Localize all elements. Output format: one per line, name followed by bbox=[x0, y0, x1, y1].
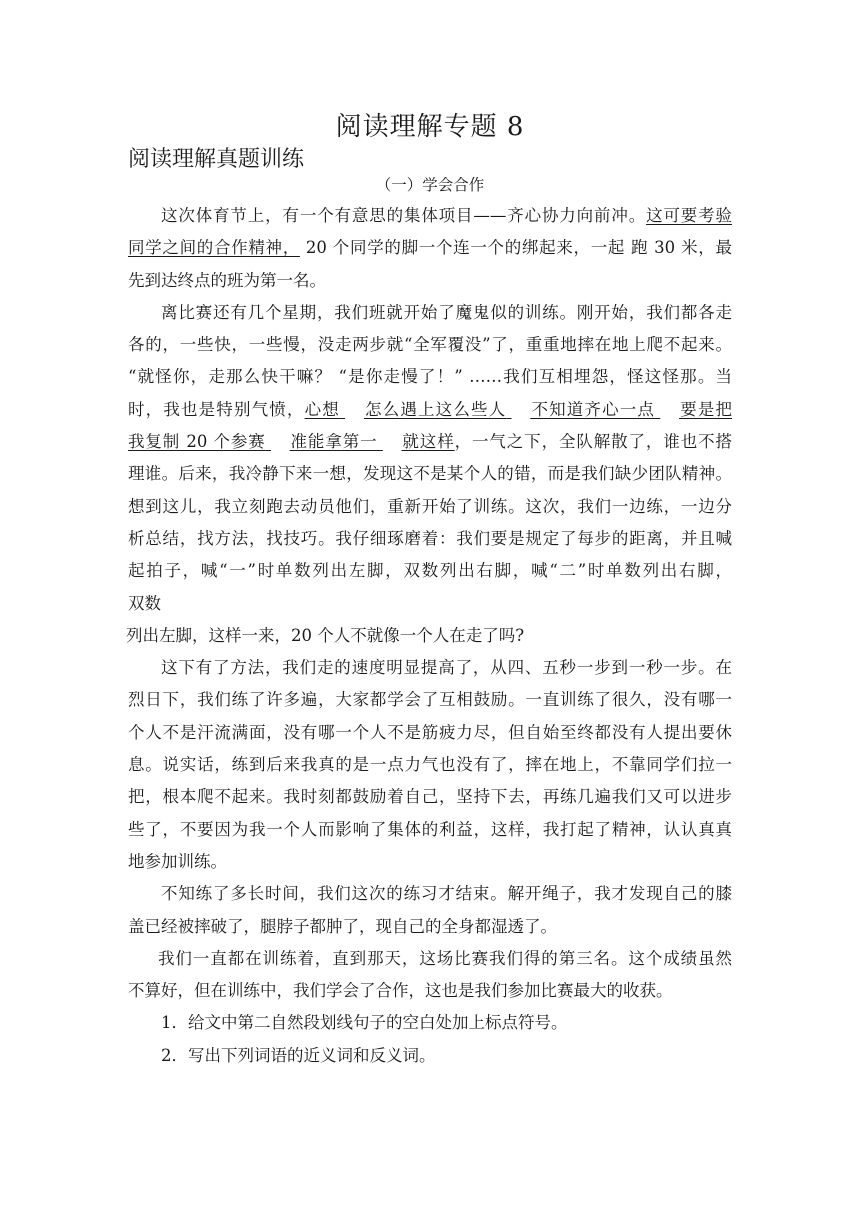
question-1: 1．给文中第二自然段划线句子的空白处加上标点符号。 bbox=[161, 1013, 568, 1033]
underlined-text: 怎么遇上这么些人 bbox=[363, 399, 507, 419]
passage-title: （一）学会合作 bbox=[375, 176, 485, 194]
passage-body bbox=[128, 200, 732, 1072]
underlined-text: 我复制 20 个参赛 bbox=[128, 432, 266, 452]
paragraph-1: 这次体育节上，有一个有意思的集体项目——齐心协力向前冲。这可要考验 同学之间的合作精神， 20 个同学的脚一个连一个的绑起来，一起 跑 30 米，最 先到达终点的班为第一名。 bbox=[128, 206, 733, 290]
underlined-text: 准能拿第一 bbox=[289, 432, 378, 452]
page-title: 阅读理解专题 8 bbox=[335, 112, 525, 142]
question-2: 2．写出下列词语的近义词和反义词。 bbox=[161, 1045, 436, 1065]
section-heading: 阅读理解真题训练 bbox=[128, 147, 305, 172]
paragraph-4: 不知练了多长时间，我们这次的练习才结束。解开绳子，我才发现自己的膝 盖已经被摔破了，腿脖子都肿了，现自己的全身都湿透了。 bbox=[128, 884, 732, 936]
blank-gap bbox=[655, 394, 679, 426]
paragraph-2: 离比赛还有几个星期，我们班就开始了魔鬼似的训练。刚开始，我们都各走 各的，一些快，一些慢，没走两步就“全军覆没”了，重重地摔在地上爬不起来。 “就怪你，走那么快干嘛？ “是你走慢了！” ……我们互相埋怨，怪这怪那。当 时，我也是特别气愤，心想 怎么遇上这么些人 不知道齐心一点 要是把 我复制 20 个参赛 准能拿第一 就这样，一气之下，全队解散了，谁也不搭 理谁。后来，我冷静下来一想，发现这不是某个人的错，而是我们缺少团队精神。 想到这儿，我立刻跑去动员他们，重新开始了训练。这次，我们一边练，一边分 析总结，找方法，找技巧。我仔细琢磨着：我们要是规定了每步的距离，并且喊 起拍子，喊“一”时单数列出左脚，双数列出右脚，喊“二”时单数列出右脚， 双数 列出左脚，这样一来，20 个人不就像一个人在走了吗? bbox=[126, 302, 733, 645]
paragraph-5: 我们一直都在训练着，直到那天，这场比赛我们得的第三名。这个成绩虽然 不算好，但在训练中，我们学会了合作，这也是我们参加比赛最大的收获。 bbox=[128, 948, 732, 1001]
underlined-text: 心想 bbox=[304, 399, 340, 419]
blank-gap bbox=[378, 426, 402, 458]
blank-gap bbox=[506, 394, 530, 426]
blank-gap bbox=[266, 426, 290, 458]
underlined-text: 就这样 bbox=[401, 432, 455, 452]
underlined-text: 不知道齐心一点 bbox=[530, 399, 656, 419]
paragraph-3: 这下有了方法，我们走的速度明显提高了，从四、五秒一步到一秒一步。在 烈日下，我们练了许多遍，大家都学会了互相鼓励。一直训练了很久，没有哪一 个人不是汗流满面，没有哪一个人不是筋疲力尽，但自始至终都没有人提出要休 息。说实话，练到后来我真的是一点力气也没有了，摔在地上，不靠同学们拉一 把，根本爬不起来。我时刻都鼓励着自己，坚持下去，再练几遍我们又可以进步 些了，不要因为我一个人而影响了集体的利益，这样，我打起了精神，认认真真 地参加训练。 bbox=[128, 658, 732, 871]
underlined-text: 要是把 bbox=[679, 399, 732, 419]
blank-gap bbox=[340, 394, 364, 426]
underlined-text: 同学之间的合作精神， bbox=[128, 238, 300, 258]
underlined-text: 这可要考验 bbox=[646, 206, 733, 225]
